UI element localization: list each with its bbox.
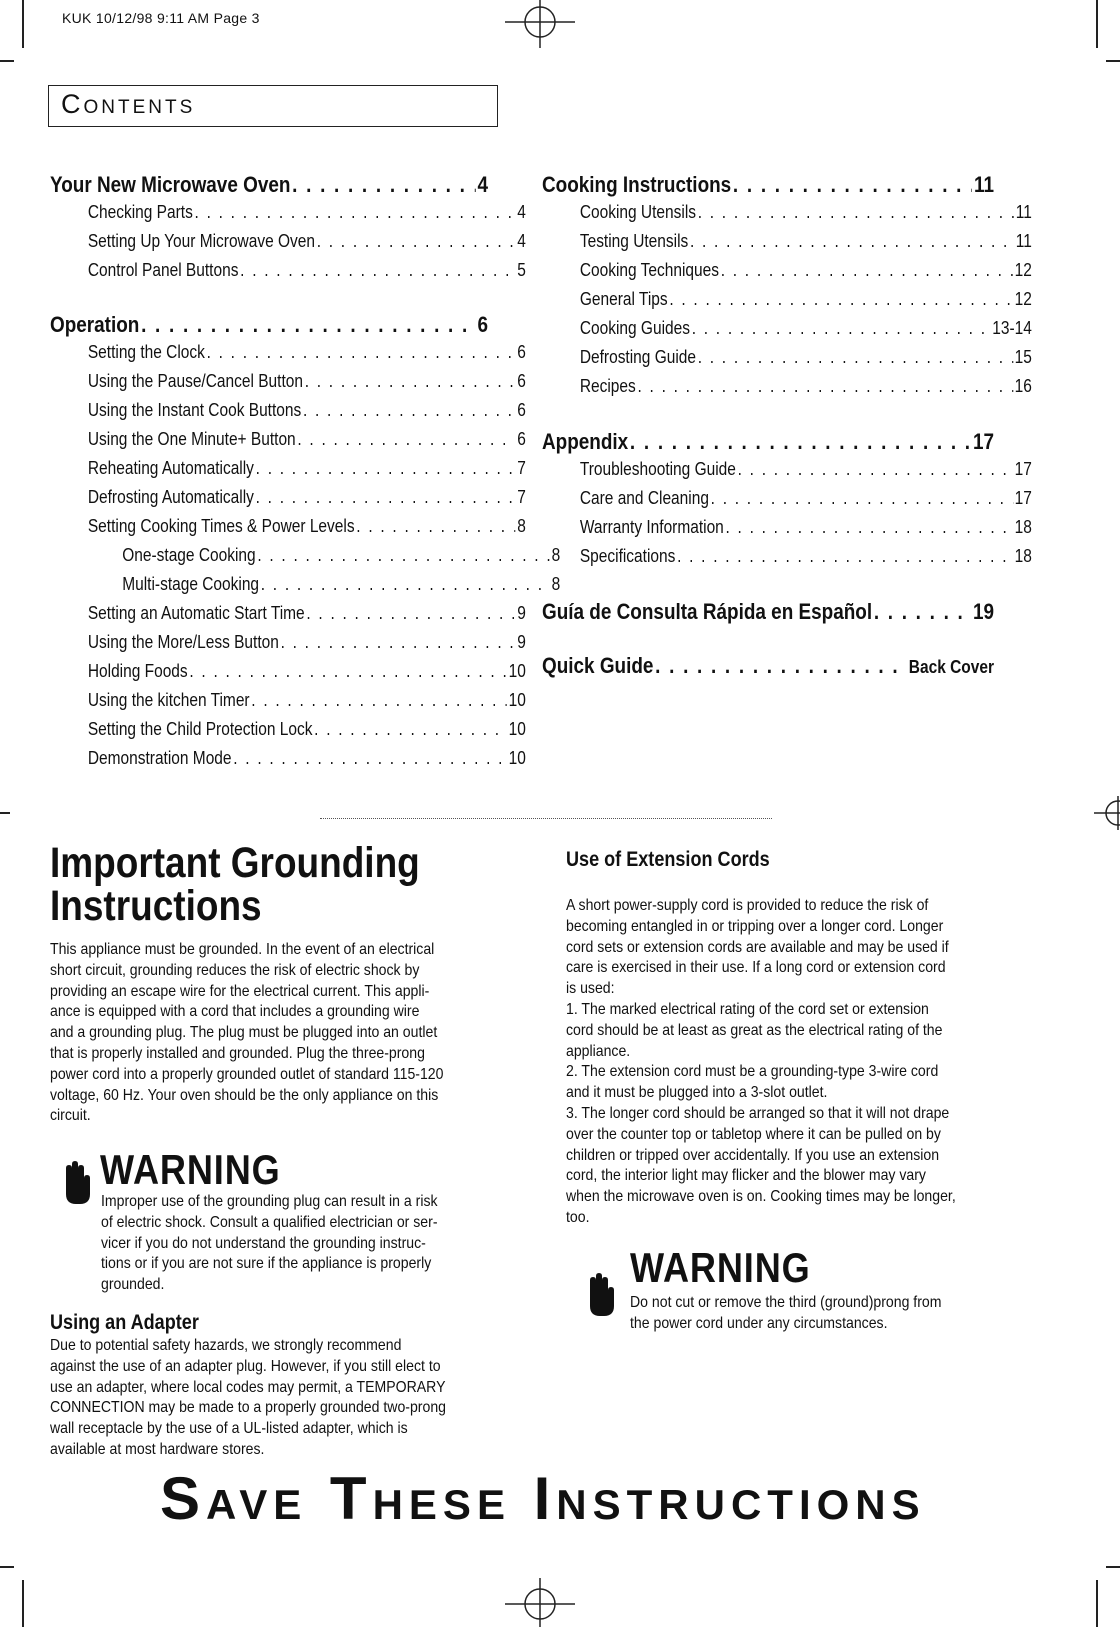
toc-label: Demonstration Mode bbox=[87, 748, 232, 768]
toc-page-number: 8 bbox=[551, 545, 561, 565]
toc-entry bbox=[50, 516, 526, 545]
toc-entry bbox=[50, 748, 526, 777]
toc-page-number: 7 bbox=[517, 487, 526, 507]
toc-entry bbox=[50, 260, 526, 289]
toc-page-number: 12 bbox=[1014, 289, 1032, 309]
toc-leader-dots bbox=[306, 603, 515, 624]
toc-page-number: 11 bbox=[973, 172, 994, 197]
toc-page-number: 18 bbox=[1014, 517, 1032, 537]
toc-leader-dots bbox=[240, 260, 515, 281]
toc-page-number: 7 bbox=[517, 458, 526, 478]
extension-warning-title: WARNING bbox=[630, 1244, 811, 1291]
toc-leader-dots bbox=[637, 376, 1012, 397]
toc-label: Using the Pause/Cancel Button bbox=[87, 371, 303, 391]
toc-entry bbox=[542, 347, 1032, 376]
toc-leader-dots bbox=[317, 231, 516, 252]
hand-stop-icon bbox=[584, 1272, 616, 1318]
toc-page-number: 8 bbox=[517, 516, 526, 536]
toc-leader-dots bbox=[303, 400, 516, 421]
toc-label: One-stage Cooking bbox=[122, 545, 256, 565]
toc-label: Troubleshooting Guide bbox=[579, 459, 736, 479]
toc-label: Checking Parts bbox=[87, 202, 193, 222]
toc-label: Using the More/Less Button bbox=[87, 632, 279, 652]
toc-page-number: 6 bbox=[517, 429, 526, 449]
toc-label: Defrosting Guide bbox=[579, 347, 697, 367]
toc-page-number: 9 bbox=[517, 632, 526, 652]
grounding-body: This appliance must be grounded. In the event of an electrical short circuit, grounding reduces the risk of electric shock by providing an escape wire for the electrical current. This appli- ance is equipped with a cord that includes a grounding wire and a grounding plug. The plug must be plugged into an outlet that is properly installed and grounded. Plug the three-prong power cord into a properly grounded outlet of standard 115-120 voltage, 60 Hz. Your oven should be the only appliance on this circuit. bbox=[50, 941, 444, 1125]
toc-leader-dots bbox=[261, 574, 550, 595]
toc-label: General Tips bbox=[579, 289, 668, 309]
toc-leader-dots bbox=[738, 459, 1013, 480]
toc-entry bbox=[50, 371, 526, 400]
toc-label: Using the One Minute+ Button bbox=[87, 429, 296, 449]
toc-page-number: 12 bbox=[1014, 260, 1032, 280]
toc-leader-dots bbox=[233, 748, 507, 769]
toc-label: Cooking Instructions bbox=[542, 172, 732, 197]
registration-mark-right bbox=[1094, 796, 1120, 830]
toc-label: Multi-stage Cooking bbox=[122, 574, 260, 594]
toc-page-number: 15 bbox=[1014, 347, 1032, 367]
toc-entry bbox=[542, 459, 1032, 488]
toc-page-number: 6 bbox=[517, 400, 526, 420]
toc-entry bbox=[542, 260, 1032, 289]
toc-page-number: 8 bbox=[551, 574, 561, 594]
contents-header bbox=[48, 85, 498, 127]
toc-entry bbox=[50, 545, 560, 574]
toc-leader-dots bbox=[281, 632, 516, 653]
toc-leader-dots bbox=[711, 488, 1013, 509]
toc-label: Holding Foods bbox=[87, 661, 188, 681]
toc-left-column bbox=[50, 172, 561, 777]
toc-entry bbox=[50, 342, 526, 371]
toc-page-number: 17 bbox=[1014, 488, 1032, 508]
toc-leader-dots bbox=[256, 458, 516, 479]
toc-leader-dots bbox=[257, 545, 550, 566]
toc-label: Reheating Automatically bbox=[87, 458, 254, 478]
toc-page-number: 17 bbox=[1014, 459, 1032, 479]
toc-leader-dots bbox=[141, 312, 476, 338]
toc-leader-dots bbox=[305, 371, 516, 392]
extension-warning-body: Do not cut or remove the third (ground)prong from the power cord under any circumstances. bbox=[630, 1294, 942, 1332]
toc-entry bbox=[50, 487, 526, 516]
toc-label: Cooking Techniques bbox=[579, 260, 719, 280]
toc-entry bbox=[542, 289, 1032, 318]
toc-leader-dots bbox=[314, 719, 507, 740]
adapter-title: Using an Adapter bbox=[50, 1311, 199, 1334]
toc-leader-dots bbox=[721, 260, 1013, 281]
toc-label: Setting Up Your Microwave Oven bbox=[87, 231, 316, 251]
toc-label: Cooking Utensils bbox=[579, 202, 696, 222]
toc-label: Setting Cooking Times & Power Levels bbox=[87, 516, 355, 536]
toc-leader-dots bbox=[630, 429, 971, 455]
toc-section bbox=[50, 312, 488, 342]
toc-label: Cooking Guides bbox=[579, 318, 690, 338]
toc-page-number: 4 bbox=[517, 231, 526, 251]
toc-section bbox=[542, 599, 994, 629]
toc-entry bbox=[542, 488, 1032, 517]
contents-title: Contents bbox=[61, 89, 196, 119]
toc-label: Setting the Clock bbox=[87, 342, 205, 362]
toc-label: Using the kitchen Timer bbox=[87, 690, 250, 710]
toc-entry bbox=[50, 231, 526, 260]
toc-page-number: 10 bbox=[508, 661, 526, 681]
toc-entry bbox=[542, 231, 1032, 260]
toc-leader-dots bbox=[207, 342, 516, 363]
toc-leader-dots bbox=[195, 202, 516, 223]
toc-page-number: 9 bbox=[517, 603, 526, 623]
toc-page-number: 11 bbox=[1015, 202, 1032, 222]
toc-page-number: 19 bbox=[972, 599, 994, 624]
hand-stop-icon bbox=[60, 1160, 92, 1206]
toc-entry bbox=[542, 376, 1032, 405]
toc-section bbox=[542, 653, 994, 683]
print-slug: KUK 10/12/98 9:11 AM Page 3 bbox=[62, 10, 260, 26]
extension-title: Use of Extension Cords bbox=[566, 848, 770, 871]
toc-leader-dots bbox=[692, 318, 991, 339]
toc-label: Your New Microwave Oven bbox=[50, 172, 291, 197]
toc-leader-dots bbox=[698, 347, 1013, 368]
toc-leader-dots bbox=[733, 172, 972, 198]
toc-label: Setting an Automatic Start Time bbox=[87, 603, 305, 623]
toc-label: Defrosting Automatically bbox=[87, 487, 254, 507]
toc-entry bbox=[50, 202, 526, 231]
toc-entry bbox=[50, 690, 526, 719]
toc-page-number: 13-14 bbox=[992, 318, 1032, 338]
toc-leader-dots bbox=[669, 289, 1013, 310]
toc-page-number: 10 bbox=[508, 719, 526, 739]
toc-leader-dots bbox=[690, 231, 1014, 252]
toc-label: Specifications bbox=[579, 546, 676, 566]
toc-leader-dots bbox=[189, 661, 507, 682]
toc-entry bbox=[542, 318, 1032, 347]
toc-entry bbox=[50, 429, 526, 458]
adapter-body: Due to potential safety hazards, we strongly recommend against the use of an adapter plug. However, if you still elect to use an adapter, where local codes may permit, a TEMPORARY CONNECTION may be made to a properly grounded two-prong wall receptacle by the use of a UL-listed adapter, which is available at most hardware stores. bbox=[50, 1337, 446, 1458]
toc-page-number: Back Cover bbox=[908, 657, 994, 677]
toc-label: Setting the Child Protection Lock bbox=[87, 719, 313, 739]
toc-label: Care and Cleaning bbox=[579, 488, 709, 508]
toc-label: Warranty Information bbox=[579, 517, 724, 537]
toc-page-number: 6 bbox=[517, 342, 526, 362]
toc-entry bbox=[50, 400, 526, 429]
extension-body: A short power-supply cord is provided to reduce the risk of becoming entangled in or tripping over a longer cord. Longer cord sets or extension cords are available and may be used if care is exercised in their use. If a long cord or extension cord is used: 1. The marked electrical rating of the cord set or extension cord should be at least as great as the electrical rating of the appliance. 2. The extension cord must be a grounding-type 3-wire cord and it must be plugged into a 3-slot outlet. 3. The longer cord should be arranged so that it will not drape over the counter top or tabletop where it can be pulled on by children or tripped over accidentally. If you use an extension cord, the interior light may flicker and the blower may vary when the microwave oven is on. Cooking times may be longer, too. bbox=[566, 897, 956, 1226]
toc-page-number: 18 bbox=[1014, 546, 1032, 566]
toc-page-number: 6 bbox=[517, 371, 526, 391]
toc-page-number: 11 bbox=[1015, 231, 1032, 251]
toc-leader-dots bbox=[874, 599, 971, 625]
toc-entry bbox=[542, 202, 1032, 231]
toc-label: Operation bbox=[50, 312, 140, 337]
toc-label: Guía de Consulta Rápida en Español bbox=[542, 599, 873, 624]
toc-entry bbox=[542, 546, 1032, 575]
toc-page-number: 10 bbox=[508, 690, 526, 710]
registration-mark-top bbox=[505, 0, 575, 50]
toc-leader-dots bbox=[655, 653, 907, 679]
toc-label: Testing Utensils bbox=[579, 231, 689, 251]
toc-section bbox=[542, 429, 994, 459]
grounding-warning-title: WARNING bbox=[100, 1146, 281, 1193]
toc-entry bbox=[542, 517, 1032, 546]
toc-leader-dots bbox=[251, 690, 507, 711]
toc-section bbox=[542, 172, 994, 202]
grounding-title: Important Grounding Instructions bbox=[50, 839, 420, 930]
toc-leader-dots bbox=[292, 172, 476, 198]
toc-label: Using the Instant Cook Buttons bbox=[87, 400, 302, 420]
toc-page-number: 17 bbox=[972, 429, 994, 454]
grounding-warning-body: Improper use of the grounding plug can result in a risk of electric shock. Consult a qualified electrician or ser- vicer if you do not understand the grounding instruc- tions or if you are not sure if the appliance is properly grounded. bbox=[101, 1193, 438, 1294]
toc-page-number: 4 bbox=[477, 172, 488, 197]
toc-leader-dots bbox=[726, 517, 1013, 538]
toc-leader-dots bbox=[297, 429, 515, 450]
toc-page-number: 5 bbox=[517, 260, 526, 280]
toc-label: Appendix bbox=[542, 429, 629, 454]
toc-leader-dots bbox=[356, 516, 515, 537]
toc-page-number: 4 bbox=[517, 202, 526, 222]
save-instructions-title: Save These Instructions bbox=[160, 1465, 926, 1532]
toc-label: Recipes bbox=[579, 376, 636, 396]
toc-entry bbox=[50, 574, 560, 603]
toc-leader-dots bbox=[677, 546, 1013, 567]
toc-right-column bbox=[542, 172, 1032, 683]
toc-entry bbox=[50, 603, 526, 632]
toc-leader-dots bbox=[256, 487, 516, 508]
toc-label: Control Panel Buttons bbox=[87, 260, 239, 280]
registration-mark-bottom bbox=[505, 1578, 575, 1627]
toc-entry bbox=[50, 719, 526, 748]
toc-page-number: 10 bbox=[508, 748, 526, 768]
toc-page-number: 6 bbox=[477, 312, 488, 337]
toc-section bbox=[50, 172, 488, 202]
toc-entry bbox=[50, 632, 526, 661]
toc-entry bbox=[50, 661, 526, 690]
toc-leader-dots bbox=[698, 202, 1014, 223]
toc-entry bbox=[50, 458, 526, 487]
section-divider bbox=[320, 818, 772, 819]
toc-label: Quick Guide bbox=[542, 653, 654, 678]
toc-page-number: 16 bbox=[1014, 376, 1032, 396]
